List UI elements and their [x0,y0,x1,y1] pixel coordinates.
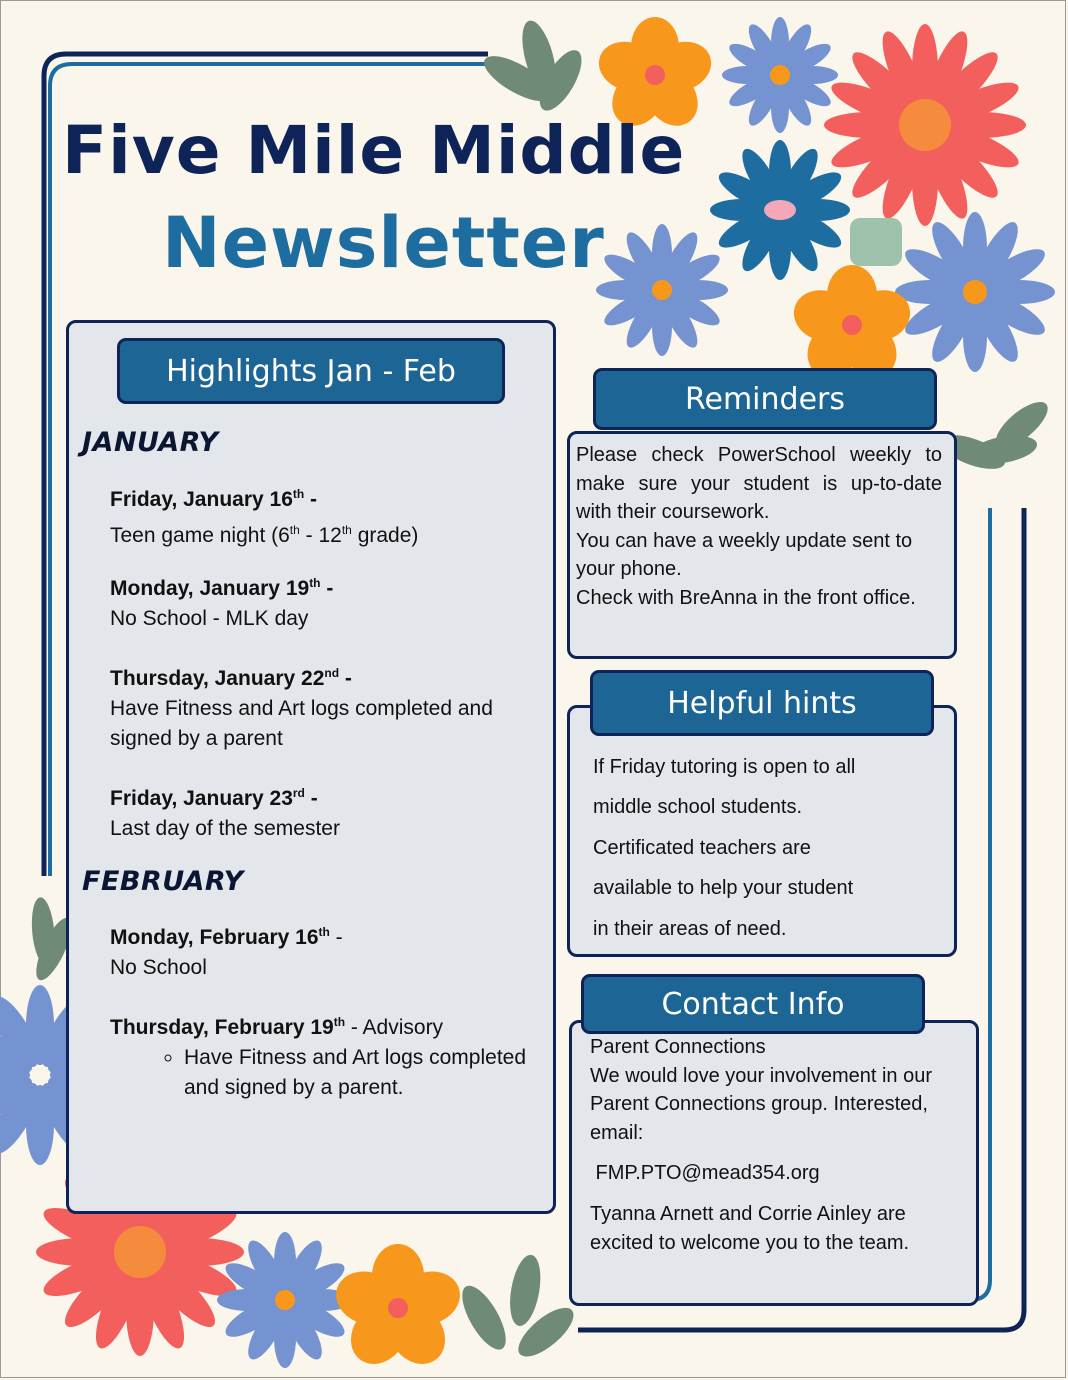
periwinkle-flower-top [722,17,838,133]
leaf-fan-bottom [454,1253,581,1365]
event-jan-19 [110,568,540,634]
list-item: ◦ Have Fitness and Art logs completed and signed by a parent. [184,1043,540,1103]
periwinkle-flower-left [596,224,728,356]
reminder-line: Check with BreAnna in the front office. [576,586,916,609]
event-date: Thursday, February 19th [110,1015,346,1039]
hints-text [593,747,933,949]
event-sublist [110,1043,540,1103]
event-date: Monday, January 19th - [110,576,334,600]
hint-line: available to help your student [593,877,854,900]
event-description: Have Fitness and Art logs completed and signed by a parent [110,697,493,750]
reminders-heading: Reminders [593,368,937,430]
january-heading: JANUARY [82,427,219,458]
title-line-2: Newsletter [162,202,605,284]
hint-line: Certificated teachers are [593,836,811,859]
event-feb-16: Monday, February 16th - No School [110,917,540,983]
highlights-heading: Highlights Jan - Feb [117,338,505,404]
event-jan-23 [110,778,540,844]
periwinkle-flower-right [895,212,1055,372]
leaf-fan-top [478,17,590,117]
event-description: No School [110,956,207,979]
event-date: Thursday, January 22nd - [110,666,352,690]
contact-email-link[interactable]: FMP.PTO@mead354.org [590,1162,820,1185]
reminders-text [576,441,942,613]
contact-text [590,1033,965,1257]
event-description: No School - MLK day [110,607,309,630]
contact-line: We would love your involvement in our Parent Connections group. Interested, email: [590,1064,933,1144]
hints-heading: Helpful hints [590,670,934,736]
event-description: Last day of the semester [110,817,340,840]
event-date: Monday, February 16th [110,925,330,949]
contact-line: Tyanna Arnett and Corrie Ainley are excited to welcome you to the team. [590,1202,910,1254]
event-date: Friday, January 16th - [110,487,318,511]
blue-flower-middle [710,140,850,280]
event-jan-16 [110,479,540,551]
orange-flower-bottom [329,1244,467,1375]
event-jan-22 [110,658,540,754]
contact-line: Parent Connections [590,1036,766,1058]
hint-line: in their areas of need. [593,917,787,940]
hint-line: If Friday tutoring is open to all [593,756,856,778]
title-line-1: Five Mile Middle [62,112,686,189]
coral-flower-top [824,24,1026,226]
event-date: Friday, January 23rd - [110,786,318,810]
sage-square [850,218,902,266]
reminder-line: You can have a weekly update sent to your phone. [576,529,913,581]
contact-heading: Contact Info [581,974,925,1034]
event-feb-19: Thursday, February 19th - Advisory ◦ Have Fitness and Art logs completed and signed by a parent. [110,1007,540,1103]
reminder-line: Please check PowerSchool weekly to make sure your student is up-to-date with their coursework. [576,444,942,524]
hint-line: middle school students. [593,796,803,819]
event-description: Teen game night (6th - 12th grade) [110,523,419,547]
february-heading: FEBRUARY [82,866,244,897]
